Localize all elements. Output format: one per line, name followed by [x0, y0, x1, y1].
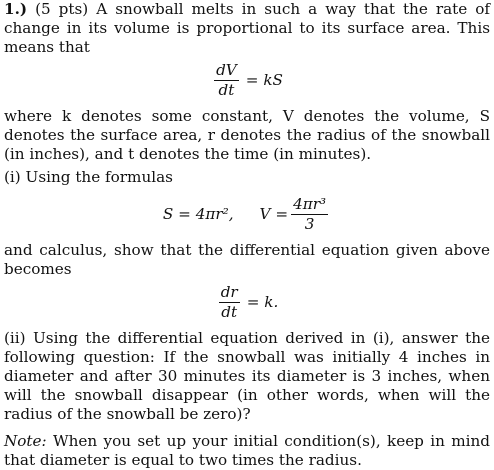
fraction-denominator: dt	[221, 302, 238, 321]
problem-number: 1.)	[4, 0, 28, 18]
problem-points: (5 pts)	[35, 0, 89, 18]
fraction-numerator: 4πr³	[293, 194, 327, 213]
problem-document	[4, 0, 490, 470]
note-text: When you set up your initial condition(s), keep in mind that diameter is equal to two times the radius.	[4, 432, 491, 469]
fraction-denominator: 3	[304, 214, 315, 233]
problem-intro-text: A snowball melts in such a way that the rate of change in its volume is proportional to its surface area. This means that	[4, 0, 491, 56]
formula-surface-area: S = 4πr²,	[162, 204, 234, 223]
equation-drdt	[4, 281, 490, 323]
problem-intro	[4, 0, 490, 57]
fraction-dvdt	[214, 62, 239, 99]
equation-rhs: = k.	[246, 292, 279, 311]
note-paragraph	[4, 432, 490, 470]
equation-rhs: = kS	[245, 70, 283, 89]
fraction-drdt	[219, 284, 240, 321]
fraction-numerator: dr	[220, 282, 238, 301]
part-i-intro: (i) Using the formulas	[4, 168, 173, 186]
equation-dvdt	[4, 59, 490, 101]
formulas-row	[4, 193, 490, 235]
part-ii-text: (ii) Using the differential equation derived in (i), answer the following question: If the snowball was initially 4 inches in diameter and after 30 minutes its diameter is 3 inches, when will the snowball disappear (in other words, when will the radius of the snowball be zero)?	[4, 329, 490, 423]
part-i-text: and calculus, show that the differential equation given above becomes	[4, 241, 490, 278]
note-label: Note:	[4, 432, 47, 450]
where-paragraph: where k denotes some constant, V denotes the volume, S denotes the surface area, r denotes the radius of the snowball (in inches), and t denotes the time (in minutes).	[4, 107, 490, 163]
fraction-denominator: dt	[218, 80, 235, 99]
fraction-numerator: dV	[216, 60, 237, 79]
formula-volume-lhs: V =	[259, 204, 289, 223]
fraction-volume	[291, 196, 328, 233]
